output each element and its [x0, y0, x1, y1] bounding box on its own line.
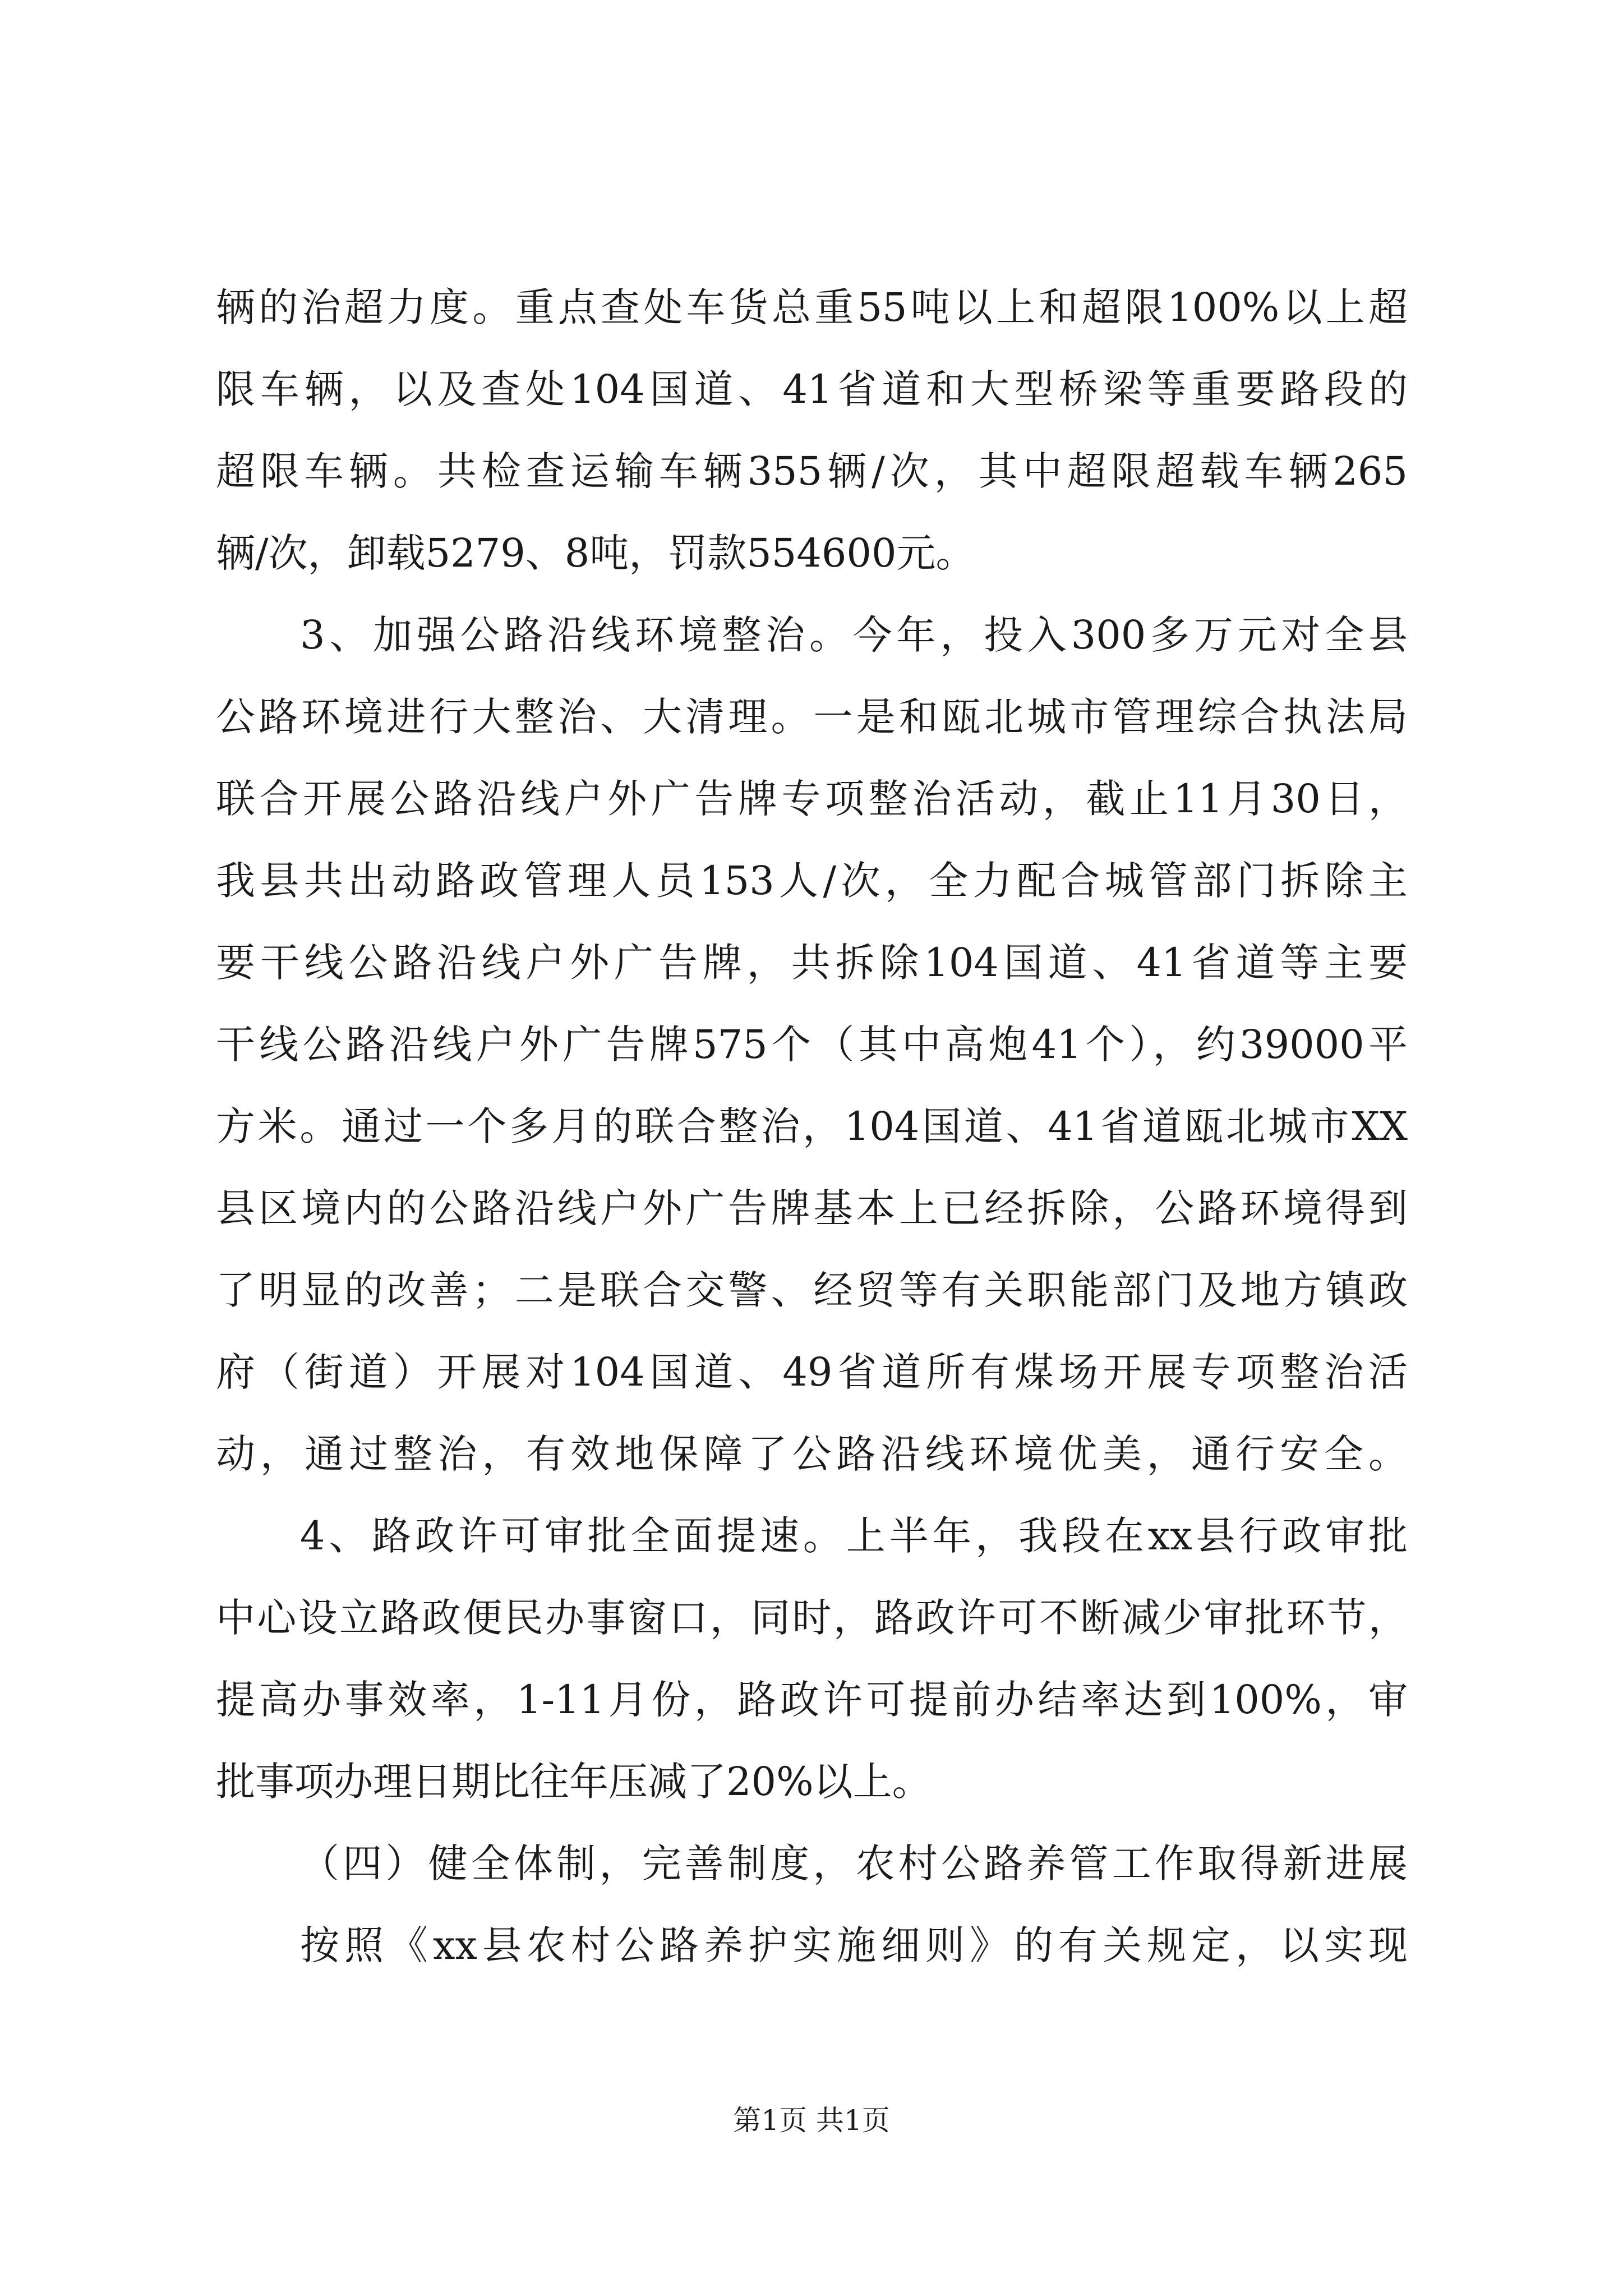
text-line-18: 提高办事效率，1-11月份，路政许可提前办结率达到100%，审: [216, 1677, 1408, 1723]
text-line-8: 我县共出动路政管理人员153人/次，全力配合城管部门拆除主: [216, 858, 1408, 904]
text-line-10: 干线公路沿线户外广告牌575个（其中高炮41个），约39000平: [216, 1022, 1408, 1068]
section-heading: （四）健全体制，完善制度，农村公路养管工作取得新进展: [300, 1841, 1408, 1887]
text-line-5: 3、加强公路沿线环境整治。今年，投入300多万元对全县: [300, 612, 1408, 658]
text-line-17: 中心设立路政便民办事窗口，同时，路政许可不断减少审批环节，: [216, 1595, 1408, 1641]
text-line-9: 要干线公路沿线户外广告牌，共拆除104国道、41省道等主要: [216, 940, 1408, 986]
text-line-11: 方米。通过一个多月的联合整治，104国道、41省道瓯北城市XX: [216, 1103, 1408, 1149]
text-line-19: 批事项办理日期比往年压减了20%以上。: [216, 1759, 932, 1805]
text-line-12: 县区境内的公路沿线户外广告牌基本上已经拆除，公路环境得到: [216, 1185, 1408, 1231]
text-line-13: 了明显的改善；二是联合交警、经贸等有关职能部门及地方镇政: [216, 1267, 1408, 1313]
page-footer: 第1页 共1页: [733, 2104, 890, 2137]
text-line-15: 动，通过整治，有效地保障了公路沿线环境优美，通行安全。: [216, 1431, 1408, 1477]
text-line-6: 公路环境进行大整治、大清理。一是和瓯北城市管理综合执法局: [216, 694, 1408, 740]
text-line-4: 辆/次，卸载5279、8吨，罚款554600元。: [216, 530, 975, 576]
document-body: [216, 266, 1408, 1986]
text-line-1: 辆的治超力度。重点查处车货总重55吨以上和超限100%以上超: [216, 284, 1408, 330]
text-line-14: 府（街道）开展对104国道、49省道所有煤场开展专项整治活: [216, 1349, 1408, 1395]
text-line-16: 4、路政许可审批全面提速。上半年，我段在xx县行政审批: [300, 1513, 1408, 1559]
text-line-3: 超限车辆。共检查运输车辆355辆/次，其中超限超载车辆265: [216, 448, 1408, 494]
text-line-7: 联合开展公路沿线户外广告牌专项整治活动，截止11月30日，: [216, 776, 1408, 822]
text-line-21: 按照《xx县农村公路养护实施细则》的有关规定，以实现: [300, 1922, 1408, 1968]
text-line-2: 限车辆，以及查处104国道、41省道和大型桥梁等重要路段的: [216, 366, 1408, 412]
